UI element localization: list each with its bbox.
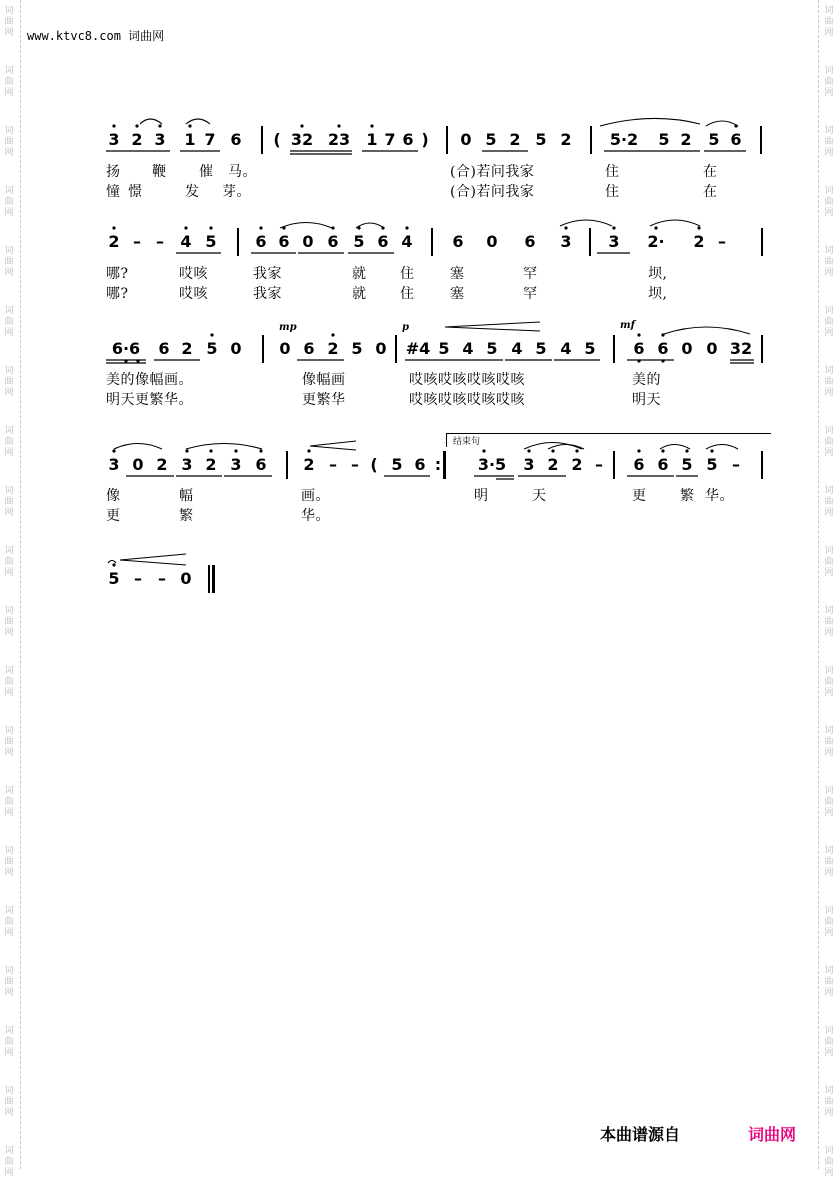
lyric-verse-2: 憧 (106, 184, 121, 200)
note: 3 (608, 232, 620, 251)
note: 6 (414, 455, 426, 474)
dynamic-marking: mp (279, 322, 297, 333)
note: 0 (486, 232, 498, 251)
lyric-verse-1: 就 (352, 266, 367, 282)
note: – (158, 569, 166, 588)
note: 6 (524, 232, 536, 251)
note: 2 (156, 455, 168, 474)
lyric-verse-2: (合)若问我家 (450, 184, 535, 200)
note: 3 (108, 130, 120, 149)
watermark-text: 词 曲 网 (824, 966, 834, 998)
lyric-verse-2: 我家 (253, 286, 282, 302)
watermark-text: 词 曲 网 (4, 246, 14, 278)
note: 4 (560, 339, 572, 358)
note: 6 (730, 130, 742, 149)
watermark-text: 词 曲 网 (824, 846, 834, 878)
watermark-text: 词 曲 网 (4, 1086, 14, 1118)
note: 5 (351, 339, 363, 358)
lyric-verse-2: 罕 (523, 286, 538, 302)
note: 6 (657, 455, 669, 474)
lyric-verse-2: 更繁华 (302, 392, 346, 408)
note: 3 (230, 455, 242, 474)
watermark-text: 词 曲 网 (4, 6, 14, 38)
lyric-verse-1: 哎咳 (179, 266, 208, 282)
note: 6 (230, 130, 242, 149)
note: 6 (657, 339, 669, 358)
note: 4 (462, 339, 474, 358)
watermark-text: 词 曲 网 (824, 1146, 834, 1178)
watermark-text: 词 曲 网 (824, 666, 834, 698)
lyric-verse-2: 憬 (128, 184, 143, 200)
note: 2 (509, 130, 521, 149)
lyric-verse-1: 幅 (179, 488, 194, 504)
octave-dots (112, 124, 737, 566)
note: 0 (706, 339, 718, 358)
note: 2 (303, 455, 315, 474)
note: 0 (132, 455, 144, 474)
lyric-verse-2: 哪? (106, 286, 129, 302)
lyric-verse-1: 住 (605, 164, 620, 180)
watermark-text: 词 曲 网 (824, 486, 834, 518)
watermark-text: 词 曲 网 (4, 966, 14, 998)
note: ( (273, 130, 281, 149)
watermark-text: 词 曲 网 (4, 1146, 14, 1178)
note: 1 (184, 130, 196, 149)
lyric-verse-1: 像 (106, 488, 121, 504)
note: – (351, 455, 359, 474)
watermark-text: 词 曲 网 (824, 1026, 834, 1058)
note: 0 (460, 130, 472, 149)
lyric-verse-2: 明天 (632, 392, 661, 408)
note: 2 (547, 455, 559, 474)
footer-source-label: 本曲谱源自 (600, 1125, 681, 1144)
dynamic-marking: p (402, 322, 409, 333)
lyric-verse-1: 扬 (106, 164, 121, 180)
watermark-text: 词 曲 网 (4, 1026, 14, 1058)
watermark-text: 词 曲 网 (824, 66, 834, 98)
note: 6 (633, 455, 645, 474)
lyric-verse-1: 繁 (680, 488, 695, 504)
note: 0 (302, 232, 314, 251)
note: 4 (511, 339, 523, 358)
watermark-text: 词 曲 网 (4, 126, 14, 158)
note: 0 (230, 339, 242, 358)
note: 0 (681, 339, 693, 358)
watermark-text: 词 曲 网 (824, 126, 834, 158)
note: 5 (206, 339, 218, 358)
note: 2· (647, 232, 665, 251)
note: 32 (729, 339, 753, 358)
note: 2 (560, 130, 572, 149)
note: 5 (535, 339, 547, 358)
lyric-verse-1: 马。 (228, 164, 257, 180)
lyric-verse-1: (合)若问我家 (450, 164, 535, 180)
note: 4 (401, 232, 413, 251)
note: 6 (633, 339, 645, 358)
note: 3 (154, 130, 166, 149)
site-header[interactable]: www.ktvc8.com 词曲网 (27, 29, 165, 43)
note: 5 (535, 130, 547, 149)
note: 6 (327, 232, 339, 251)
note: 32 (290, 130, 314, 149)
note: 6 (278, 232, 290, 251)
note: 5 (485, 130, 497, 149)
note: 0 (279, 339, 291, 358)
note: – (732, 455, 740, 474)
lyric-verse-2: 住 (605, 184, 620, 200)
note: 3 (108, 455, 120, 474)
note: 5 (584, 339, 596, 358)
watermark-text: 词 曲 网 (824, 726, 834, 758)
note: 5·2 (609, 130, 639, 149)
lyric-verse-1: 明 (474, 488, 489, 504)
lyric-verse-2: 更 (106, 508, 121, 524)
note: 7 (384, 130, 396, 149)
note: 0 (180, 569, 192, 588)
lyric-verse-1: 美的像幅画。 (106, 372, 193, 388)
watermark-text: 词 曲 网 (824, 606, 834, 638)
lyric-verse-1: 华。 (705, 488, 734, 504)
lyric-verse-1: 更 (632, 488, 647, 504)
note: ( (370, 455, 378, 474)
watermark-text: 词 曲 网 (4, 426, 14, 458)
lyric-verse-1: 在 (703, 164, 718, 180)
note: 3 (523, 455, 535, 474)
note: 2 (680, 130, 692, 149)
watermark-text: 词 曲 网 (824, 186, 834, 218)
note: 6 (158, 339, 170, 358)
watermark-text: 词 曲 网 (824, 6, 834, 38)
watermark-text: 词 曲 网 (824, 306, 834, 338)
lyric-verse-1: 罕 (523, 266, 538, 282)
note: 2 (181, 339, 193, 358)
watermark-text: 词 曲 网 (4, 306, 14, 338)
watermark-text: 词 曲 网 (4, 666, 14, 698)
watermark-text: 词 曲 网 (824, 426, 834, 458)
watermark-text: 词 曲 网 (4, 786, 14, 818)
note: ) (421, 130, 429, 149)
note: – (133, 232, 141, 251)
lyric-verse-2: 在 (703, 184, 718, 200)
lyric-verse-1: 天 (532, 488, 547, 504)
note: 2 (205, 455, 217, 474)
lyric-verse-2: 住 (400, 286, 415, 302)
note: 6 (255, 232, 267, 251)
note: 5 (658, 130, 670, 149)
note: 6 (402, 130, 414, 149)
watermark-text: 词 曲 网 (4, 66, 14, 98)
lyric-verse-2: 哎咳 (179, 286, 208, 302)
footer-brand-link[interactable]: 词曲网 (748, 1125, 797, 1144)
watermark-text: 词 曲 网 (824, 246, 834, 278)
note: : (434, 455, 442, 474)
note: 5 (708, 130, 720, 149)
note: 3 (560, 232, 572, 251)
lyric-verse-1: 美的 (632, 372, 661, 388)
note: #4 (405, 339, 431, 358)
note: 3 (181, 455, 193, 474)
note: 7 (204, 130, 216, 149)
note: 5 (353, 232, 365, 251)
note: 1 (366, 130, 378, 149)
note: 2 (571, 455, 583, 474)
note: – (595, 455, 603, 474)
hairpins (120, 322, 540, 565)
note: 5 (391, 455, 403, 474)
dynamic-marking: mf (620, 320, 635, 331)
note: 5 (706, 455, 718, 474)
watermark-text: 词 曲 网 (4, 606, 14, 638)
lyric-verse-1: 鞭 (152, 164, 167, 180)
watermark-text: 词 曲 网 (4, 186, 14, 218)
note: – (134, 569, 142, 588)
note: 6 (255, 455, 267, 474)
watermark-text: 词 曲 网 (4, 906, 14, 938)
watermark-text: 词 曲 网 (824, 546, 834, 578)
watermark-text: 词 曲 网 (4, 726, 14, 758)
note: – (329, 455, 337, 474)
note: 5 (681, 455, 693, 474)
note: 6 (303, 339, 315, 358)
note: 3·5 (477, 455, 507, 474)
lyric-verse-1: 坝, (648, 266, 668, 282)
lyric-verse-1: 我家 (253, 266, 282, 282)
lyric-verse-2: 华。 (301, 508, 330, 524)
note: 0 (375, 339, 387, 358)
watermark-text: 词 曲 网 (824, 1086, 834, 1118)
note: 2 (108, 232, 120, 251)
note: 6 (377, 232, 389, 251)
lyric-verse-2: 明天更繁华。 (106, 392, 193, 408)
watermark-text: 词 曲 网 (824, 786, 834, 818)
note: 2 (327, 339, 339, 358)
note: 5 (438, 339, 450, 358)
lyric-verse-2: 就 (352, 286, 367, 302)
lyric-verse-1: 哎咳哎咳哎咳哎咳 (409, 372, 525, 388)
note: 23 (327, 130, 351, 149)
watermark-text: 词 曲 网 (4, 486, 14, 518)
lyric-verse-1: 住 (400, 266, 415, 282)
watermark-text: 词 曲 网 (4, 546, 14, 578)
lyric-verse-1: 画。 (301, 488, 330, 504)
note: 6 (452, 232, 464, 251)
watermark-text: 词 曲 网 (4, 366, 14, 398)
underline-beams (106, 151, 754, 479)
note: 5 (486, 339, 498, 358)
lyric-verse-2: 繁 (179, 508, 194, 524)
note: 5 (205, 232, 217, 251)
ending-label: 结束句 (453, 437, 481, 447)
lyric-verse-2: 坝, (648, 286, 668, 302)
lyric-verse-1: 哪? (106, 266, 129, 282)
lyric-verse-2: 发 (185, 184, 200, 200)
slurs (108, 118, 753, 563)
note: – (156, 232, 164, 251)
watermark-text: 词 曲 网 (824, 906, 834, 938)
note: – (718, 232, 726, 251)
watermark-text: 词 曲 网 (4, 846, 14, 878)
lyric-verse-2: 塞 (450, 286, 465, 302)
note: 2 (693, 232, 705, 251)
lyric-verse-2: 芽。 (222, 184, 251, 200)
note: 2 (131, 130, 143, 149)
watermark-text: 词 曲 网 (824, 366, 834, 398)
note: 6·6 (111, 339, 141, 358)
note: 4 (180, 232, 192, 251)
lyric-verse-1: 像幅画 (302, 372, 346, 388)
lyric-verse-2: 哎咳哎咳哎咳哎咳 (409, 392, 525, 408)
lyric-verse-1: 塞 (450, 266, 465, 282)
lyric-verse-1: 催 (199, 164, 214, 180)
note: 5 (108, 569, 120, 588)
